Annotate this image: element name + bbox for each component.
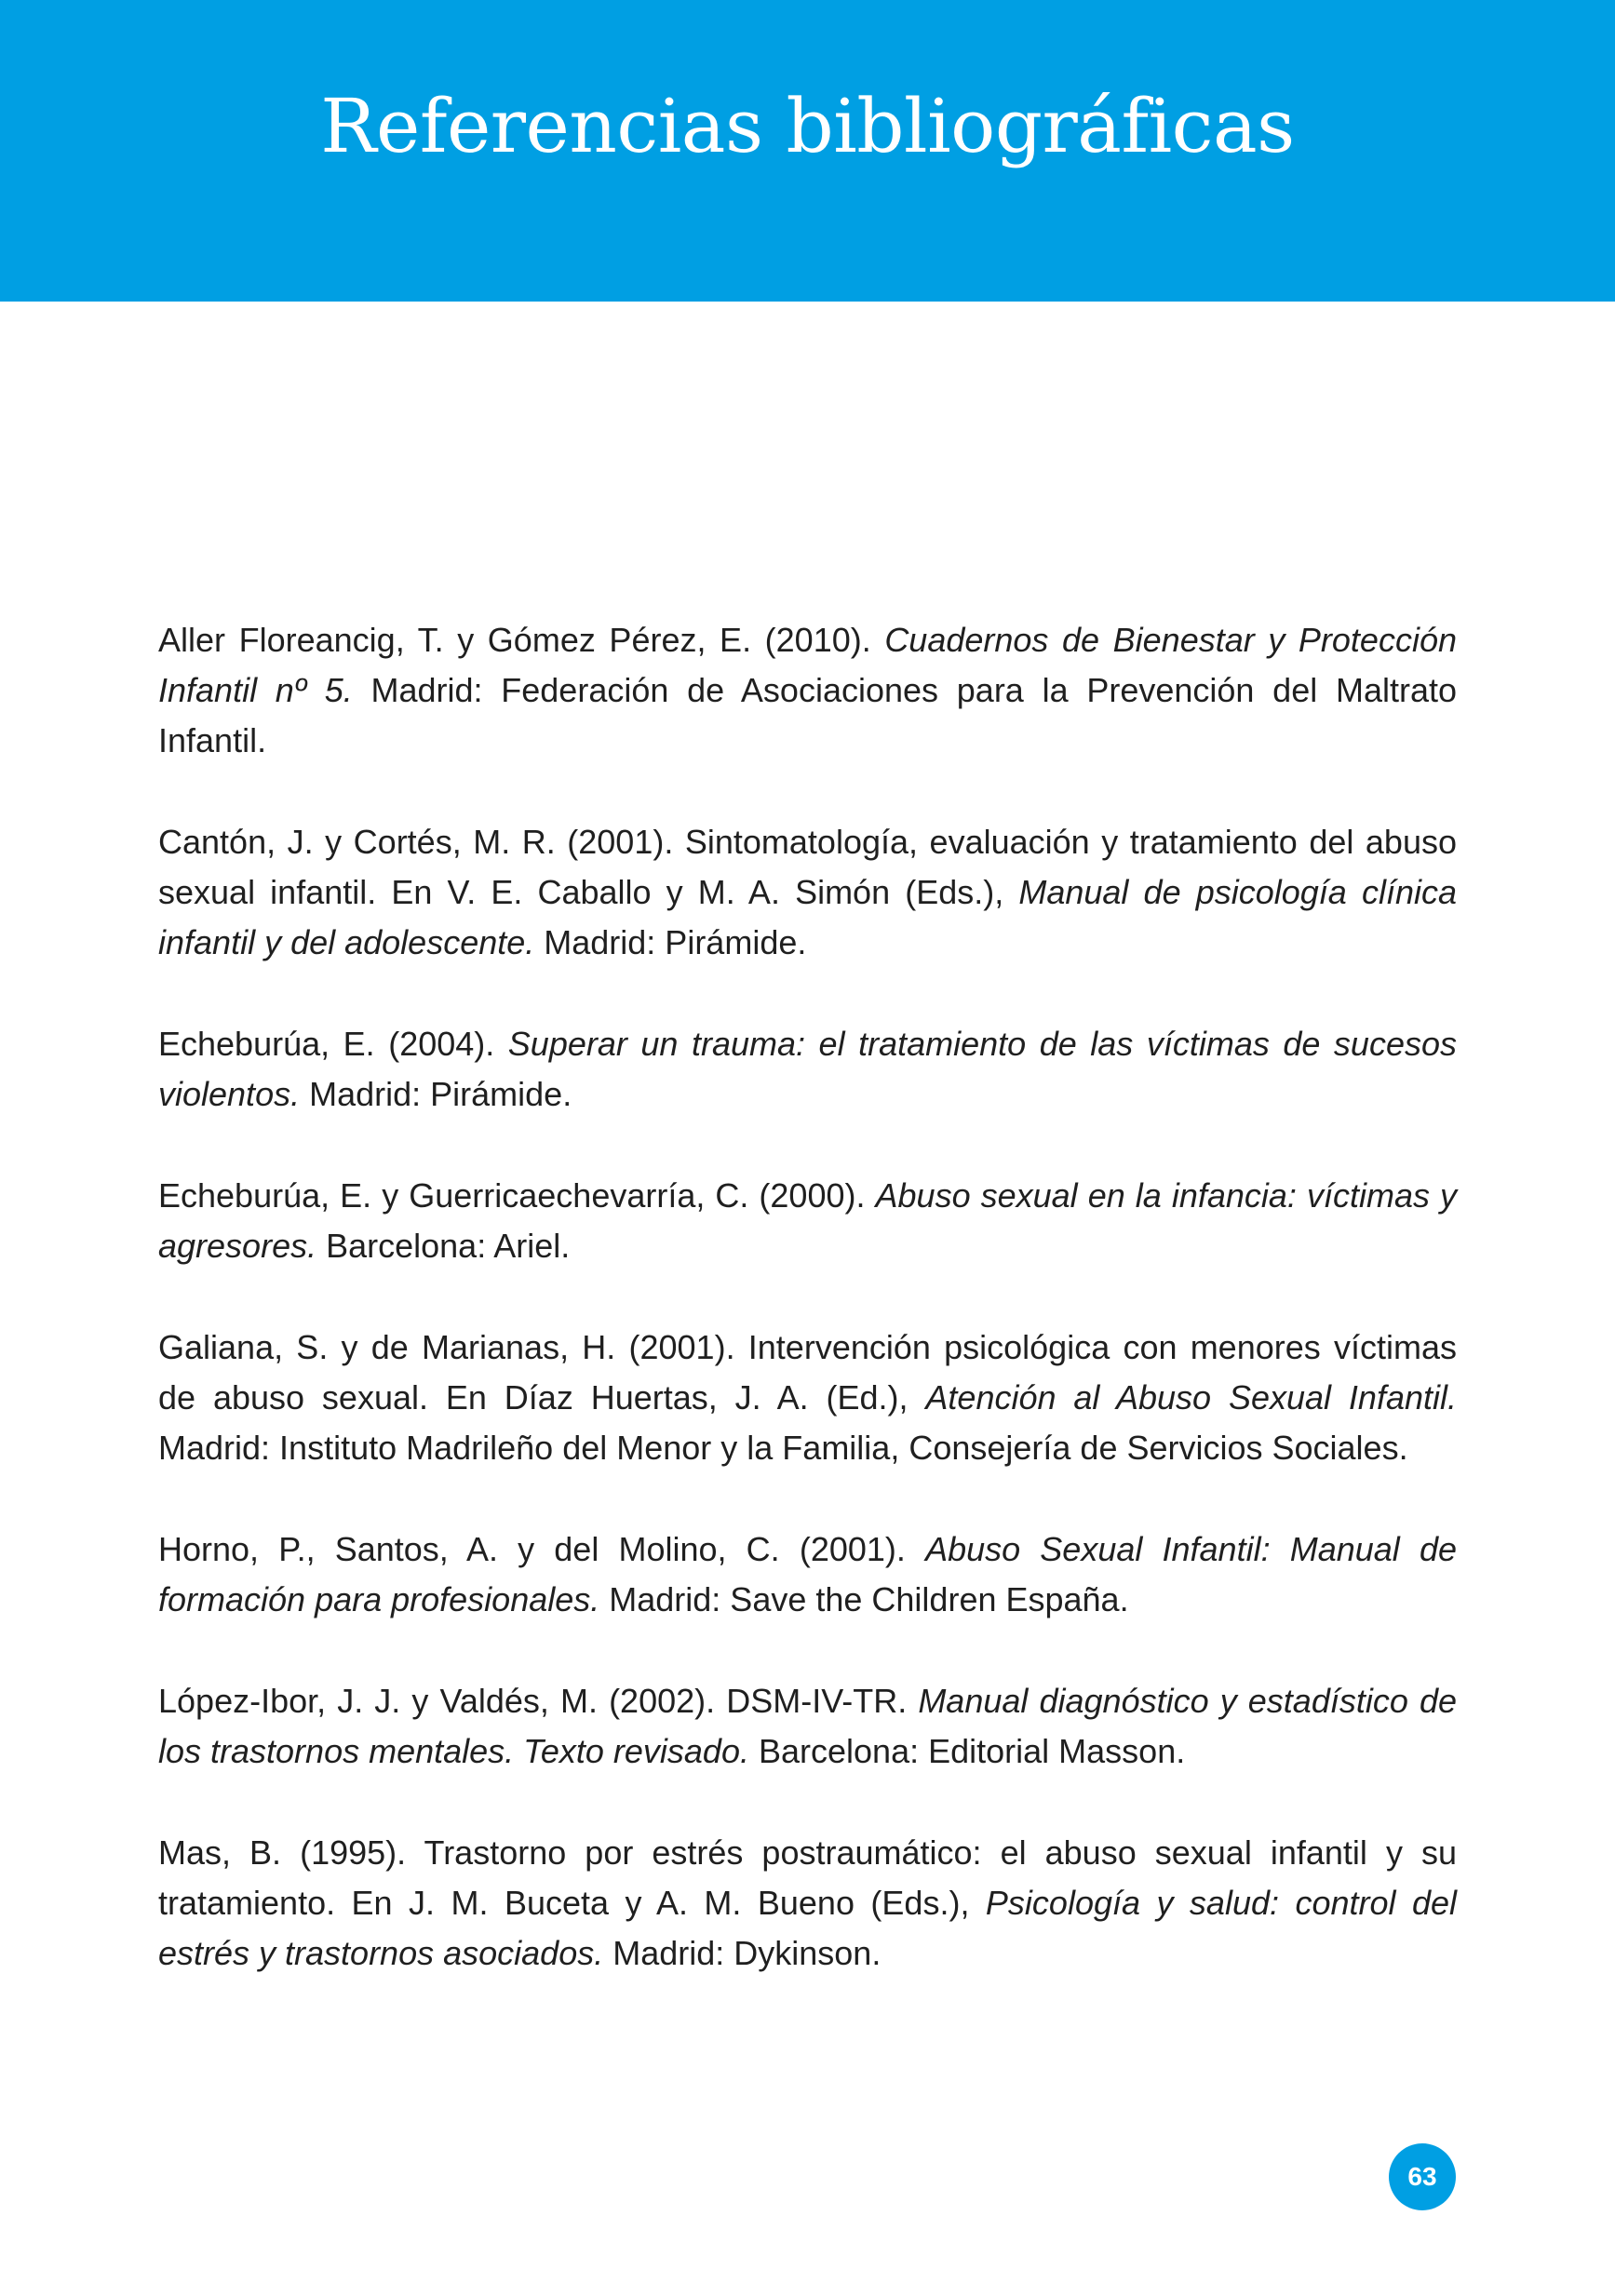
reference-publisher: Madrid: Instituto Madrileño del Menor y la Familia, Consejería de Servicios Sociales. [158, 1429, 1408, 1467]
reference-title: Superar un trauma: el tratamiento de las víctimas de sucesos violentos. [158, 1025, 1457, 1113]
reference-text: Horno, P., Santos, A. y del Molino, C. (2001). [158, 1530, 926, 1568]
reference-text: Aller Floreancig, T. y Gómez Pérez, E. (2010). [158, 621, 885, 659]
reference-publisher: Barcelona: Ariel. [316, 1227, 571, 1265]
page-number-badge: 63 [1389, 2143, 1456, 2210]
reference-item [158, 1524, 1457, 1625]
page-title: Referencias bibliográficas [320, 83, 1295, 169]
reference-publisher: Madrid: Pirámide. [300, 1075, 572, 1113]
reference-text: Galiana, S. y de Marianas, H. (2001). Intervención psicológica con menores víctimas de abuso sexual. En Díaz Huertas, J. A. (Ed.), [158, 1328, 1457, 1417]
reference-item [158, 1676, 1457, 1777]
reference-publisher: Madrid: Federación de Asociaciones para la Prevención del Maltrato Infantil. [158, 671, 1457, 759]
reference-item [158, 1828, 1457, 1979]
reference-publisher: Barcelona: Editorial Masson. [748, 1732, 1186, 1770]
reference-text: Echeburúa, E. (2004). [158, 1025, 508, 1063]
reference-title: Abuso sexual en la infancia: víctimas y agresores. [158, 1176, 1457, 1265]
reference-item [158, 1019, 1457, 1120]
reference-title: Manual diagnóstico y estadístico de los trastornos mentales. Texto revisado. [158, 1682, 1458, 1770]
reference-title: Psicología y salud: control del estrés y trastornos asociados. [158, 1884, 1458, 1972]
reference-title: Atención al Abuso Sexual Infantil. [925, 1378, 1457, 1417]
reference-item [158, 817, 1457, 968]
header-band [0, 0, 1615, 302]
reference-title: Abuso Sexual Infantil: Manual de formación para profesionales. [158, 1530, 1458, 1618]
reference-publisher: Madrid: Dykinson. [603, 1934, 882, 1972]
reference-publisher: Madrid: Save the Children España. [599, 1580, 1129, 1618]
reference-publisher: Madrid: Pirámide. [534, 923, 807, 961]
reference-title: Manual de psicología clínica infantil y del adolescente. [158, 873, 1457, 961]
reference-text: López-Ibor, J. J. y Valdés, M. (2002). DSM-IV-TR. [158, 1682, 919, 1720]
reference-item [158, 615, 1457, 766]
reference-item [158, 1323, 1457, 1473]
reference-text: Echeburúa, E. y Guerricaechevarría, C. (2000). [158, 1176, 876, 1215]
reference-text: Cantón, J. y Cortés, M. R. (2001). Sintomatología, evaluación y tratamiento del abuso sexual infantil. En V. E. Caballo y M. A. Simón (Eds.), [158, 823, 1457, 911]
reference-list [158, 615, 1457, 2030]
reference-title: Cuadernos de Bienestar y Protección Infantil nº 5. [158, 621, 1457, 709]
reference-text: Mas, B. (1995). Trastorno por estrés postraumático: el abuso sexual infantil y su tratamiento. En J. M. Buceta y A. M. Bueno (Eds.), [158, 1833, 1457, 1922]
reference-item [158, 1171, 1457, 1271]
